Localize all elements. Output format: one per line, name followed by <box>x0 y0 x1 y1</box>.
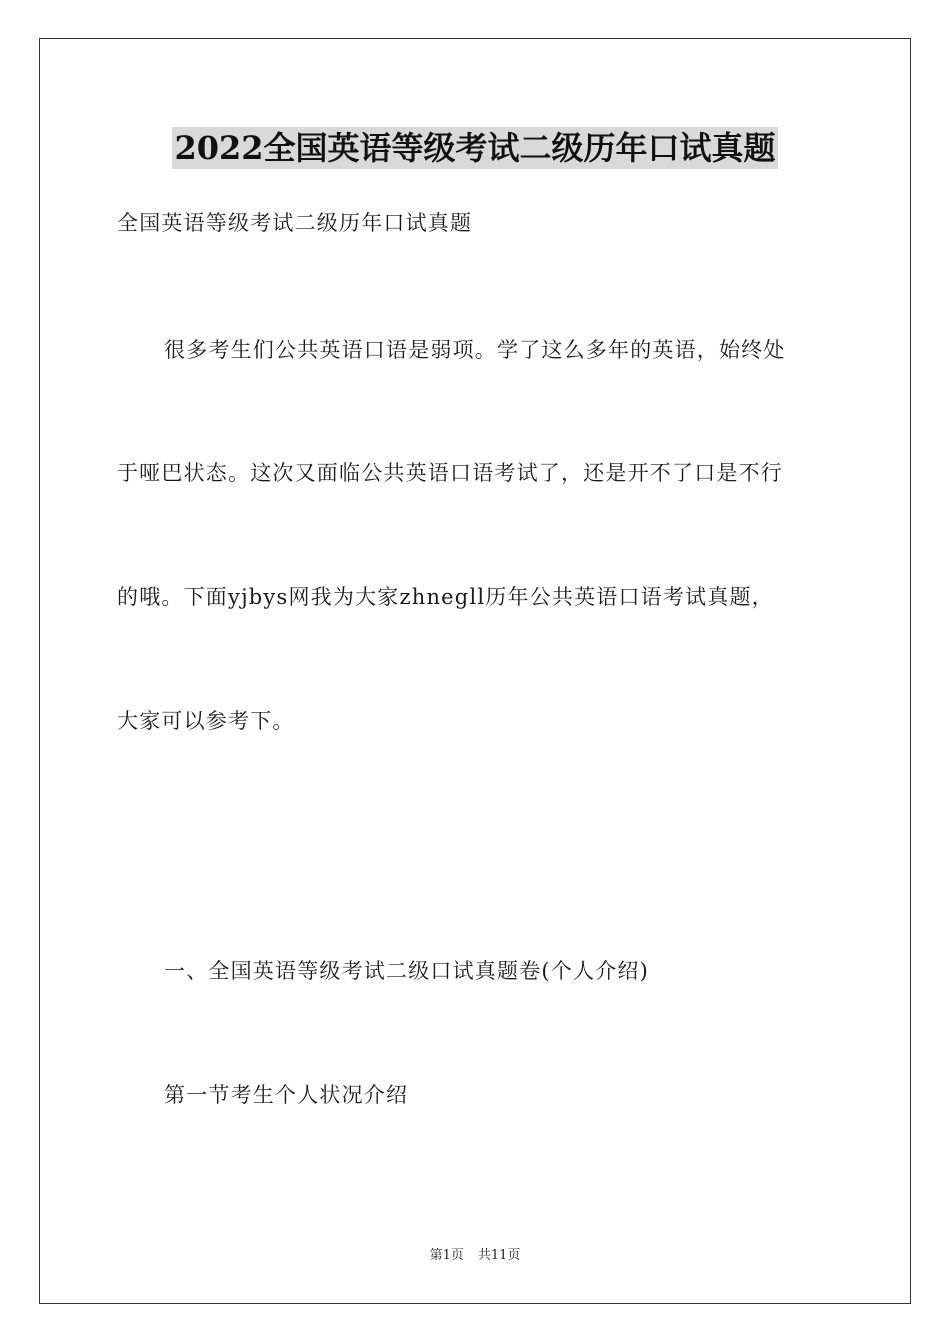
page-number-current: 第1页 <box>429 1248 464 1263</box>
document-title: 2022全国英语等级考试二级历年口试真题 <box>174 129 776 167</box>
subsection-heading: 第一节考生个人状况介绍 <box>164 1083 409 1107</box>
paragraph-line-1: 很多考生们公共英语口语是弱项。学了这么多年的英语，始终处 <box>164 338 786 362</box>
title-container <box>0 127 950 169</box>
paragraph-line-4: 大家可以参考下。 <box>117 709 295 733</box>
page-number-total: 共11页 <box>477 1248 521 1263</box>
section-heading: 一、全国英语等级考试二级口试真题卷(个人介绍) <box>164 959 649 983</box>
paragraph-line-3: 的哦。下面yjbys网我为大家zhnegll历年公共英语口语考试真题， <box>117 585 774 609</box>
page-footer <box>0 1247 950 1265</box>
paragraph-line-2: 于哑巴状态。这次又面临公共英语口语考试了，还是开不了口是不行 <box>117 461 783 485</box>
document-subtitle: 全国英语等级考试二级历年口试真题 <box>117 211 473 235</box>
